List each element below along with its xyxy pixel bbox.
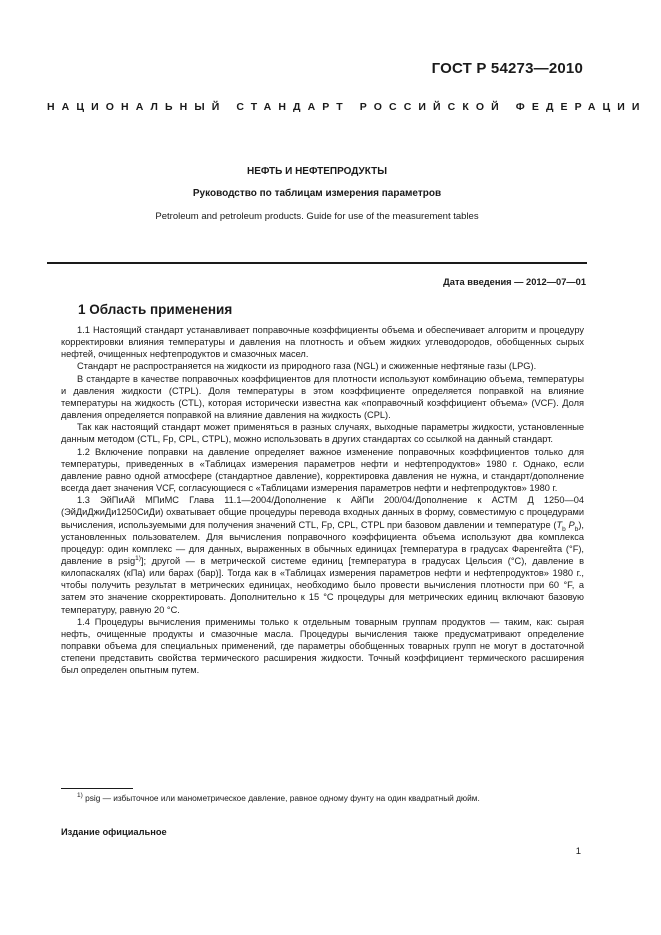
paragraph-1-2: 1.2 Включение поправки на давление определяет важное изменение поправочных коэффициентов только для температуры, приведенных в «Таблицах измерения параметров нефти и нефтепродуктов» 1980 г. Однако, если давление равно одной атмосфере (стандартное давление), корректировка давления не нужна, и стандарт/дополнение всегда дает значения VCF, согласующиеся с «Таблицами измерения параметров нефти и нефтепродуктов» 1980 г. bbox=[61, 446, 584, 494]
title-divider bbox=[47, 262, 587, 264]
paragraph-1-3-part-b: ), установленных пользователем. Для вычисления поправочного коэффициента объема используют два комплекса процедур: один комплекс — для данных, выраженных в обычных единицах [температура в градусах Фаренгейта (°F), давление в psig bbox=[61, 519, 584, 566]
subscript-b: b bbox=[562, 525, 566, 533]
standard-title: НАЦИОНАЛЬНЫЙ СТАНДАРТ РОССИЙСКОЙ ФЕДЕРАЦИИ bbox=[47, 101, 647, 113]
paragraph-1-3 bbox=[61, 494, 584, 616]
footnote-reference: 1) bbox=[135, 554, 141, 562]
paragraph-1-4: 1.4 Процедуры вычисления применимы только к отдельным товарным группам продуктов — таким, как: сырая нефть, очищенные продукты и смазочные масла. Процедуры вычисления также предусматривают определение поправки объема для специальных применений, где параметры обобщенных товарных групп не могут в достаточной степени представить свойства термического расширения жидкости. Точный коэффициент термического расширения был определен опытным путем. bbox=[61, 616, 584, 676]
section-body bbox=[61, 324, 584, 677]
subscript-b: b bbox=[574, 525, 579, 533]
document-title: НЕФТЬ И НЕФТЕПРОДУКТЫ bbox=[247, 166, 387, 177]
document-code: ГОСТ Р 54273—2010 bbox=[431, 60, 583, 77]
paragraph-1-3-part-a: 1.3 ЭйПиАй МПиМС Глава 11.1—2004/Дополнение к АйПи 200/04/Дополнение к АСТМ Д 1250—04 (ЭйДиДжиДи1250СиДи) охватывает общие процедуры перевода входных данных в форму, совместимую с процедурами вычисления, используемыми для получения значений CTL, Fp, CPL, CTPL при базовом давлении и температуре ( bbox=[61, 495, 584, 530]
footnote-divider bbox=[61, 788, 133, 789]
footnote bbox=[77, 793, 480, 803]
paragraph-ngl-lpg: Стандарт не распространяется на жидкости из природного газа (NGL) и сжиженные нефтяные газы (LPG). bbox=[77, 361, 537, 372]
introduction-date: Дата введения — 2012—07—01 bbox=[443, 277, 586, 287]
symbol-t: T bbox=[556, 519, 563, 530]
edition-label: Издание официальное bbox=[61, 827, 167, 837]
paragraph-ctpl: В стандарте в качестве поправочных коэффициентов для плотности используют комбинацию объема, температуры и давления жидкости (CTPL). Доля температуры в этом коэффициенте определяется поправкой на влияние температуры на жидкость (CTL), которая исторически известна как «поправочный коэффициент объема» (VCF). Доля давления определяется поправкой на влияние давления на жидкость (CPL). bbox=[61, 373, 584, 421]
paragraph-1-1: 1.1 Настоящий стандарт устанавливает поправочные коэффициенты объема и обеспечивает алгоритм и процедуру корректировки влияния температуры и давления на плотность и объем жидких углеводородов, обобщенных сырых нефтей, очищенных нефтепродуктов и смазочных масел. bbox=[61, 325, 584, 360]
section-heading: 1 Область применения bbox=[78, 302, 233, 317]
footnote-text: psig — избыточное или манометрическое давление, равное одному фунту на один квадратный дюйм. bbox=[82, 793, 480, 803]
document-subtitle: Руководство по таблицам измерения параметров bbox=[192, 188, 442, 199]
footnote-mark: 1) bbox=[77, 792, 83, 800]
paragraph-outputs: Так как настоящий стандарт может применяться в разных случаях, выходные параметры жидкости, установленные данным методом (CTL, Fp, CPL, CTPL), можно использовать в других стандартах со ссылкой на данный стандарт. bbox=[61, 422, 584, 445]
paragraph-1-3-part-c: ]; другой — в метрической системе единиц [температура в градусах Цельсия (°C), давление в килопаскалях (кПа) или барах (бар)]. Тогда как в «Таблицах измерения параметров нефти и нефтепродуктов» 1980 г., чтобы получить результат в метрических единицах, необходимо было провести вычисления плотности при 60 °F, а затем это значение скорректировать. Дополнительно к 15 °C процедуры для метрических единиц включают базовую температуру, равную 20 °C. bbox=[61, 555, 585, 615]
page-number: 1 bbox=[575, 846, 581, 857]
document-title-english: Petroleum and petroleum products. Guide for use of the measurement tables bbox=[155, 211, 479, 222]
symbol-p: P bbox=[568, 519, 575, 530]
